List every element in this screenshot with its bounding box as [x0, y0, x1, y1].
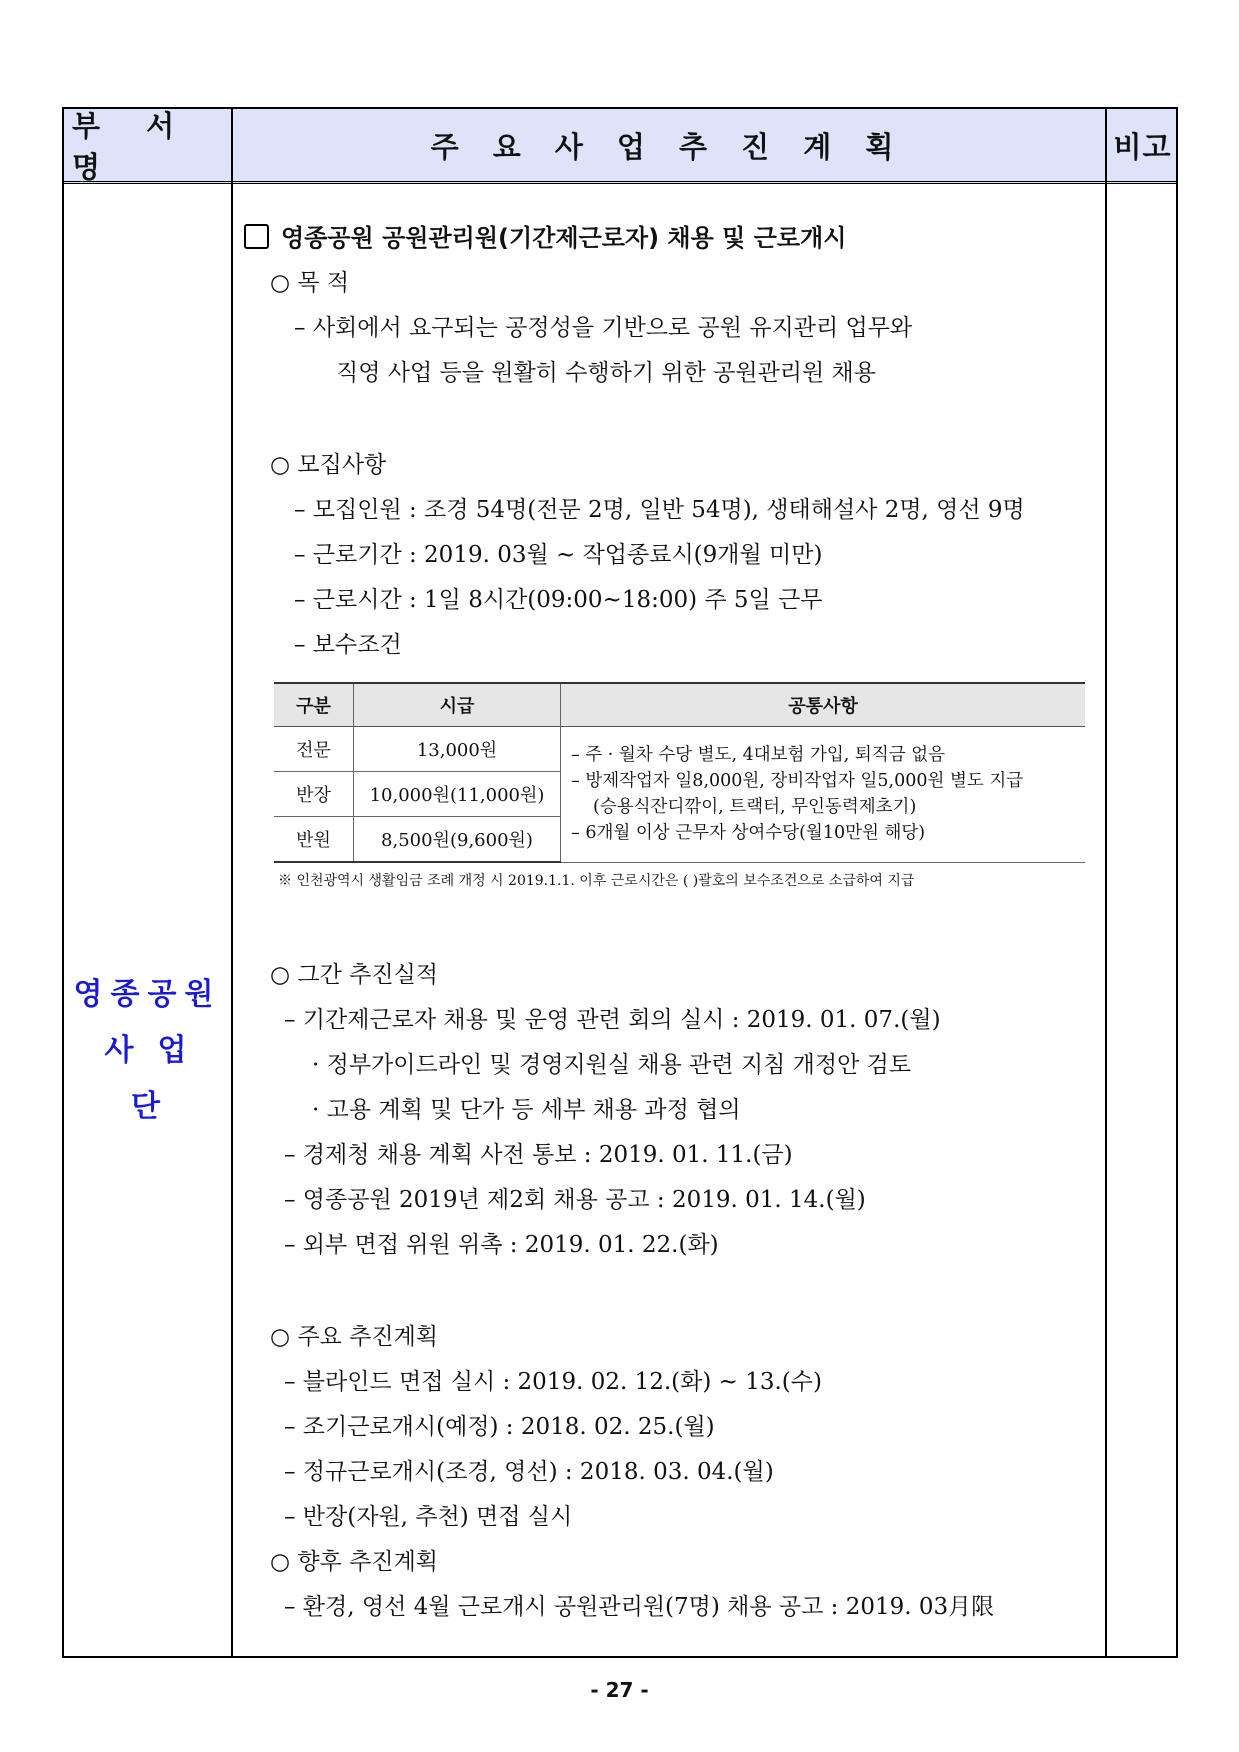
plan-item: – 조기근로개시(예정) : 2018. 02. 25.(월) — [284, 1414, 715, 1440]
footnote: ※ 인천광역시 생활임금 조례 개정 시 2019.1.1. 이후 근로시간은 ( )괄호의 보수조건으로 소급하여 지급 — [278, 873, 915, 889]
pay-type: 반원 — [274, 817, 354, 863]
department-name — [64, 967, 231, 1135]
pay-wage: 8,500원(9,600원) — [354, 817, 561, 863]
pay-header-wage: 시급 — [354, 683, 561, 727]
plan-item: – 반장(자원, 추천) 면접 실시 — [284, 1504, 573, 1530]
progress-item: · 고용 계획 및 단가 등 세부 채용 과정 협의 — [312, 1097, 741, 1123]
header-dept: 부 서 명 — [72, 109, 193, 184]
future-item: – 환경, 영선 4월 근로개시 공원관리원(7명) 채용 공고 : 2019. 03月限 — [284, 1594, 995, 1620]
page-number: - 27 - — [590, 1678, 649, 1702]
pay-type: 반장 — [274, 772, 354, 817]
pay-common-line: – 주 · 월차 수당 별도, 4대보험 가입, 퇴직금 없음 — [571, 745, 946, 766]
pay-common — [561, 727, 1086, 863]
progress-item: · 정부가이드라인 및 경영지원실 채용 관련 지침 개정안 검토 — [312, 1052, 912, 1078]
future-heading: ○ 향후 추진계획 — [270, 1549, 438, 1575]
plan-item: – 블라인드 면접 실시 : 2019. 02. 12.(화) ~ 13.(수) — [284, 1369, 822, 1395]
pay-common-line: – 방제작업자 일8,000원, 장비작업자 일5,000원 별도 지급 — [571, 771, 1024, 792]
pay-header-common: 공통사항 — [561, 683, 1086, 727]
recruit-item: – 근로시간 : 1일 8시간(09:00~18:00) 주 5일 근무 — [294, 587, 823, 613]
pay-header-type: 구분 — [274, 683, 354, 727]
pay-wage: 13,000원 — [354, 727, 561, 772]
purpose-line: – 사회에서 요구되는 공정성을 기반으로 공원 유지관리 업무와 — [294, 315, 913, 341]
progress-heading: ○ 그간 추진실적 — [270, 962, 438, 988]
progress-item: – 영종공원 2019년 제2회 채용 공고 : 2019. 01. 14.(월) — [284, 1187, 866, 1213]
pay-common-line: – 6개월 이상 근무자 상여수당(월10만원 해당) — [571, 823, 926, 844]
plan-heading: ○ 주요 추진계획 — [270, 1324, 438, 1350]
recruit-item: – 보수조건 — [294, 632, 402, 658]
plan-item: – 정규근로개시(조경, 영선) : 2018. 03. 04.(월) — [284, 1459, 774, 1485]
section-title — [244, 218, 846, 253]
pay-type: 전문 — [274, 727, 354, 772]
section-title-text: 영종공원 공원관리원(기간제근로자) 채용 및 근로개시 — [281, 224, 847, 252]
column-divider — [1105, 109, 1107, 1656]
column-divider — [231, 109, 233, 1656]
progress-item: – 경제청 채용 계획 사전 통보 : 2019. 01. 11.(금) — [284, 1142, 793, 1168]
progress-item: – 기간제근로자 채용 및 운영 관련 회의 실시 : 2019. 01. 07.(월) — [284, 1007, 941, 1033]
header-plan: 주 요 사 업 추 진 계 획 — [430, 129, 906, 164]
pay-wage: 10,000원(11,000원) — [354, 772, 561, 817]
purpose-line: 직영 사업 등을 원활히 수행하기 위한 공원관리원 채용 — [336, 360, 876, 386]
purpose-heading: ○ 목 적 — [270, 270, 350, 296]
pay-table — [274, 682, 1085, 863]
recruit-item: – 모집인원 : 조경 54명(전문 2명, 일반 54명), 생태해설사 2명, 영선 9명 — [294, 497, 1025, 523]
pay-common-line: (승용식잔디깎이, 트랙터, 무인동력제초기) — [593, 797, 917, 818]
checkbox-square-icon — [244, 224, 269, 249]
header-note: 비고 — [1113, 129, 1172, 164]
department-line1: 영종공원 — [73, 977, 222, 1012]
recruit-heading: ○ 모집사항 — [270, 452, 387, 478]
department-line2: 사업단 — [104, 1033, 211, 1124]
progress-item: – 외부 면접 위원 위촉 : 2019. 01. 22.(화) — [284, 1232, 719, 1258]
recruit-item: – 근로기간 : 2019. 03월 ~ 작업종료시(9개월 미만) — [294, 542, 823, 568]
